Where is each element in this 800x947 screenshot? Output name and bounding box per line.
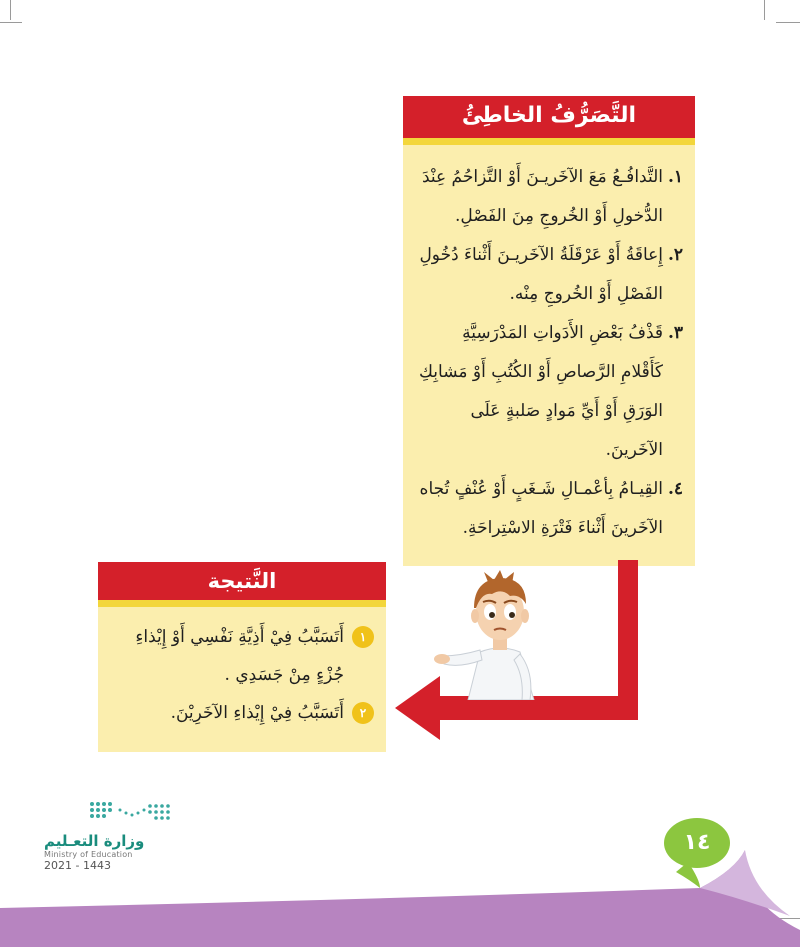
wrong-behavior-list (415, 158, 683, 548)
page-number: ١٤ (664, 818, 730, 868)
wrong-behavior-card (403, 96, 695, 566)
crop-mark (10, 0, 11, 20)
item-text: أَتَسَبَّبُ فِيْ إِيْذاءِ الآخَرِيْنَ. (170, 703, 344, 723)
ministry-logo (44, 800, 194, 872)
item-number: ٣. (667, 323, 683, 343)
result-list (110, 618, 374, 732)
title-underline (403, 138, 695, 145)
item-text: القِيـامُ بِأعْمـالِ شَـغَبٍ أَوْ عُنْفٍ تُجاه الآخَرينَ أَثْناءَ فَتْرَةِ الاسْتِراحَةِ. (419, 479, 663, 538)
list-item (110, 618, 374, 694)
edition-year: 2021 - 1443 (44, 859, 111, 872)
number-badge: ٢ (352, 702, 374, 724)
list-item (415, 314, 683, 470)
number-badge: ١ (352, 626, 374, 648)
list-item (415, 470, 683, 548)
crop-mark (776, 22, 800, 23)
list-item (415, 158, 683, 236)
item-number: ٢. (667, 245, 683, 265)
crop-mark (0, 22, 22, 23)
item-text: أَتَسَبَّبُ فِيْ أَذِيَّةِ نَفْسِي أَوْ إِيْذاءِ جُزْءٍ مِنْ جَسَدِي . (135, 627, 344, 685)
title-underline (98, 600, 386, 607)
boy-illustration (430, 560, 570, 700)
crop-mark (764, 0, 765, 20)
ministry-name-en: Ministry of Education (44, 850, 133, 859)
result-title: النَّتيجة (98, 562, 386, 600)
item-text: التَّدافُـعُ مَعَ الآخَريـنَ أَوْ التَّزاحُمُ عِنْدَ الدُّخولِ أَوْ الخُروجِ مِنَ الفَصْلِ. (421, 167, 663, 226)
item-text: قَذْفُ بَعْضِ الأَدَواتِ المَدْرَسِيَّةِ كَأَقْلامِ الرَّصاصِ أَوْ الكُتُبِ أَوْ مَشابِكِ الوَرَقِ أَوْ أَيِّ مَوادٍ صَلبةٍ عَلَى الآخَرينَ. (418, 323, 663, 460)
ministry-dots-icon (88, 800, 178, 828)
wrong-behavior-title: التَّصَرُّفُ الخاطِئُ (403, 96, 695, 138)
list-item (415, 236, 683, 314)
item-text: إِعاقَةُ أَوْ عَرْقَلَةُ الآخَريـنَ أَثْناءَ دُخُولِ الفَصْلِ أَوْ الخُروجِ مِنْه. (419, 245, 663, 304)
item-number: ٤. (667, 479, 683, 499)
result-card (98, 562, 386, 752)
ministry-name-ar: وزارة التعـليم (44, 832, 145, 850)
list-item (110, 694, 374, 732)
item-number: ١. (667, 167, 683, 187)
